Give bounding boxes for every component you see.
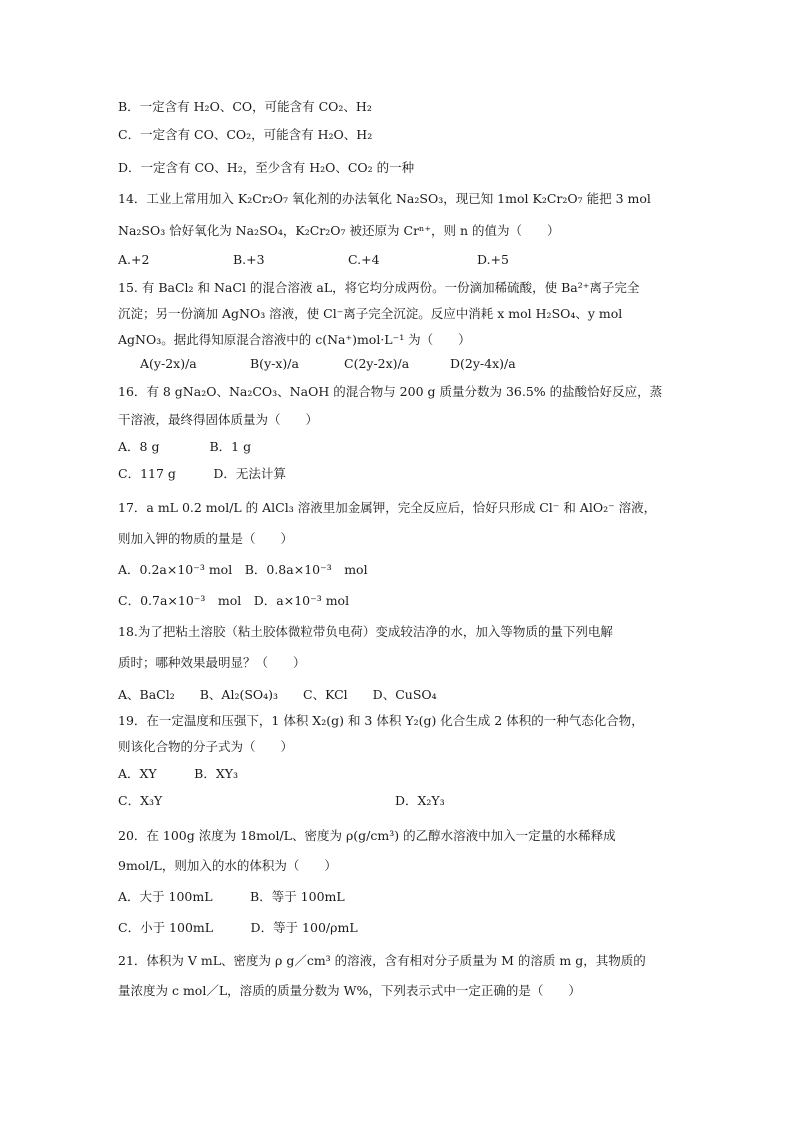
q15-option-c: C(2y-2x)/a — [344, 356, 410, 371]
q14-option-c: C.+4 — [348, 252, 380, 267]
q20-options-cd: C．小于 100mL D．等于 100/ρmL — [118, 920, 358, 935]
q15-option-a: A(y-2x)/a — [140, 356, 197, 371]
q15-option-d: D(2y-4x)/a — [450, 356, 516, 371]
q19-options-ab: A．XY B．XY₃ — [118, 766, 239, 781]
q17-options-cd: C．0.7a×10⁻³ mol D．a×10⁻³ mol — [118, 593, 350, 608]
q19-stem-line1: 19．在一定温度和压强下，1 体积 X₂(g) 和 3 体积 Y₂(g) 化合生成 2 体积的一种气态化合物， — [118, 713, 644, 728]
q21-stem-line2: 量浓度为 c mol／L，溶质的质量分数为 W%，下列表示式中一定正确的是（ ） — [118, 983, 581, 998]
q15-stem-line1: 15. 有 BaCl₂ 和 NaCl 的混合溶液 aL，将它均分成两份。一份滴加稀硫酸，使 Ba²⁺离子完全 — [118, 280, 640, 295]
q13-option-d: D．一定含有 CO、H₂，至少含有 H₂O、CO₂ 的一种 — [118, 160, 415, 175]
q20-stem-line2: 9mol/L，则加入的水的体积为（ ） — [118, 858, 337, 873]
q13-option-c: C．一定含有 CO、CO₂，可能含有 H₂O、H₂ — [118, 127, 373, 142]
q18-stem-line1: 18.为了把粘土溶胶（粘土胶体微粒带负电荷）变成较洁净的水，加入等物质的量下列电解 — [118, 624, 613, 639]
q14-option-d: D.+5 — [477, 252, 509, 267]
q18-options: A、BaCl₂ B、Al₂(SO₄)₃ C、KCl D、CuSO₄ — [118, 687, 437, 702]
q19-option-c: C．X₃Y — [118, 793, 163, 808]
q17-stem-line1: 17．a mL 0.2 mol/L 的 AlCl₃ 溶液里加金属钾，完全反应后，恰好只形成 Cl⁻ 和 AlO₂⁻ 溶液， — [118, 500, 657, 515]
q14-stem-line1: 14．工业上常用加入 K₂Cr₂O₇ 氧化剂的办法氧化 Na₂SO₃，现已知 1mol K₂Cr₂O₇ 能把 3 mol — [118, 191, 651, 206]
q19-option-d: D．X₂Y₃ — [395, 793, 445, 808]
q21-stem-line1: 21．体积为 V mL、密度为 ρ g／cm³ 的溶液，含有相对分子质量为 M 的溶质 m g，其物质的 — [118, 953, 646, 968]
q15-stem-line3: AgNO₃。据此得知原混合溶液中的 c(Na⁺)mol·L⁻¹ 为（ ） — [118, 332, 471, 347]
q16-options-ab: A．8 g B．1 g — [118, 439, 252, 454]
q15-option-b: B(y-x)/a — [250, 356, 299, 371]
q17-stem-line2: 则加入钾的物质的量是（ ） — [118, 531, 294, 546]
q14-option-a: A.+2 — [118, 252, 150, 267]
q17-options-ab: A．0.2a×10⁻³ mol B．0.8a×10⁻³ mol — [118, 562, 368, 577]
q16-stem-line2: 干溶液，最终得固体质量为（ ） — [118, 412, 319, 427]
q16-stem-line1: 16．有 8 gNa₂O、Na₂CO₃、NaOH 的混合物与 200 g 质量分数为 36.5% 的盐酸恰好反应，蒸 — [118, 384, 663, 399]
q14-option-b: B.+3 — [233, 252, 265, 267]
q18-stem-line2: 质时；哪种效果最明显？（ ） — [118, 655, 306, 670]
q19-stem-line2: 则该化合物的分子式为（ ） — [118, 739, 294, 754]
q20-options-ab: A．大于 100mL B．等于 100mL — [118, 889, 345, 904]
q16-options-cd: C．117 g D．无法计算 — [118, 466, 286, 481]
q20-stem-line1: 20．在 100g 浓度为 18mol/L、密度为 ρ(g/cm³) 的乙醇水溶液中加入一定量的水稀释成 — [118, 828, 616, 843]
q14-stem-line2: Na₂SO₃ 恰好氧化为 Na₂SO₄，K₂Cr₂O₇ 被还原为 Crⁿ⁺，则 n 的值为（ ） — [118, 223, 560, 238]
q13-option-b: B．一定含有 H₂O、CO，可能含有 CO₂、H₂ — [118, 99, 372, 114]
q15-stem-line2: 沉淀；另一份滴加 AgNO₃ 溶液，使 Cl⁻离子完全沉淀。反应中消耗 x mol H₂SO₄、y mol — [118, 306, 623, 321]
